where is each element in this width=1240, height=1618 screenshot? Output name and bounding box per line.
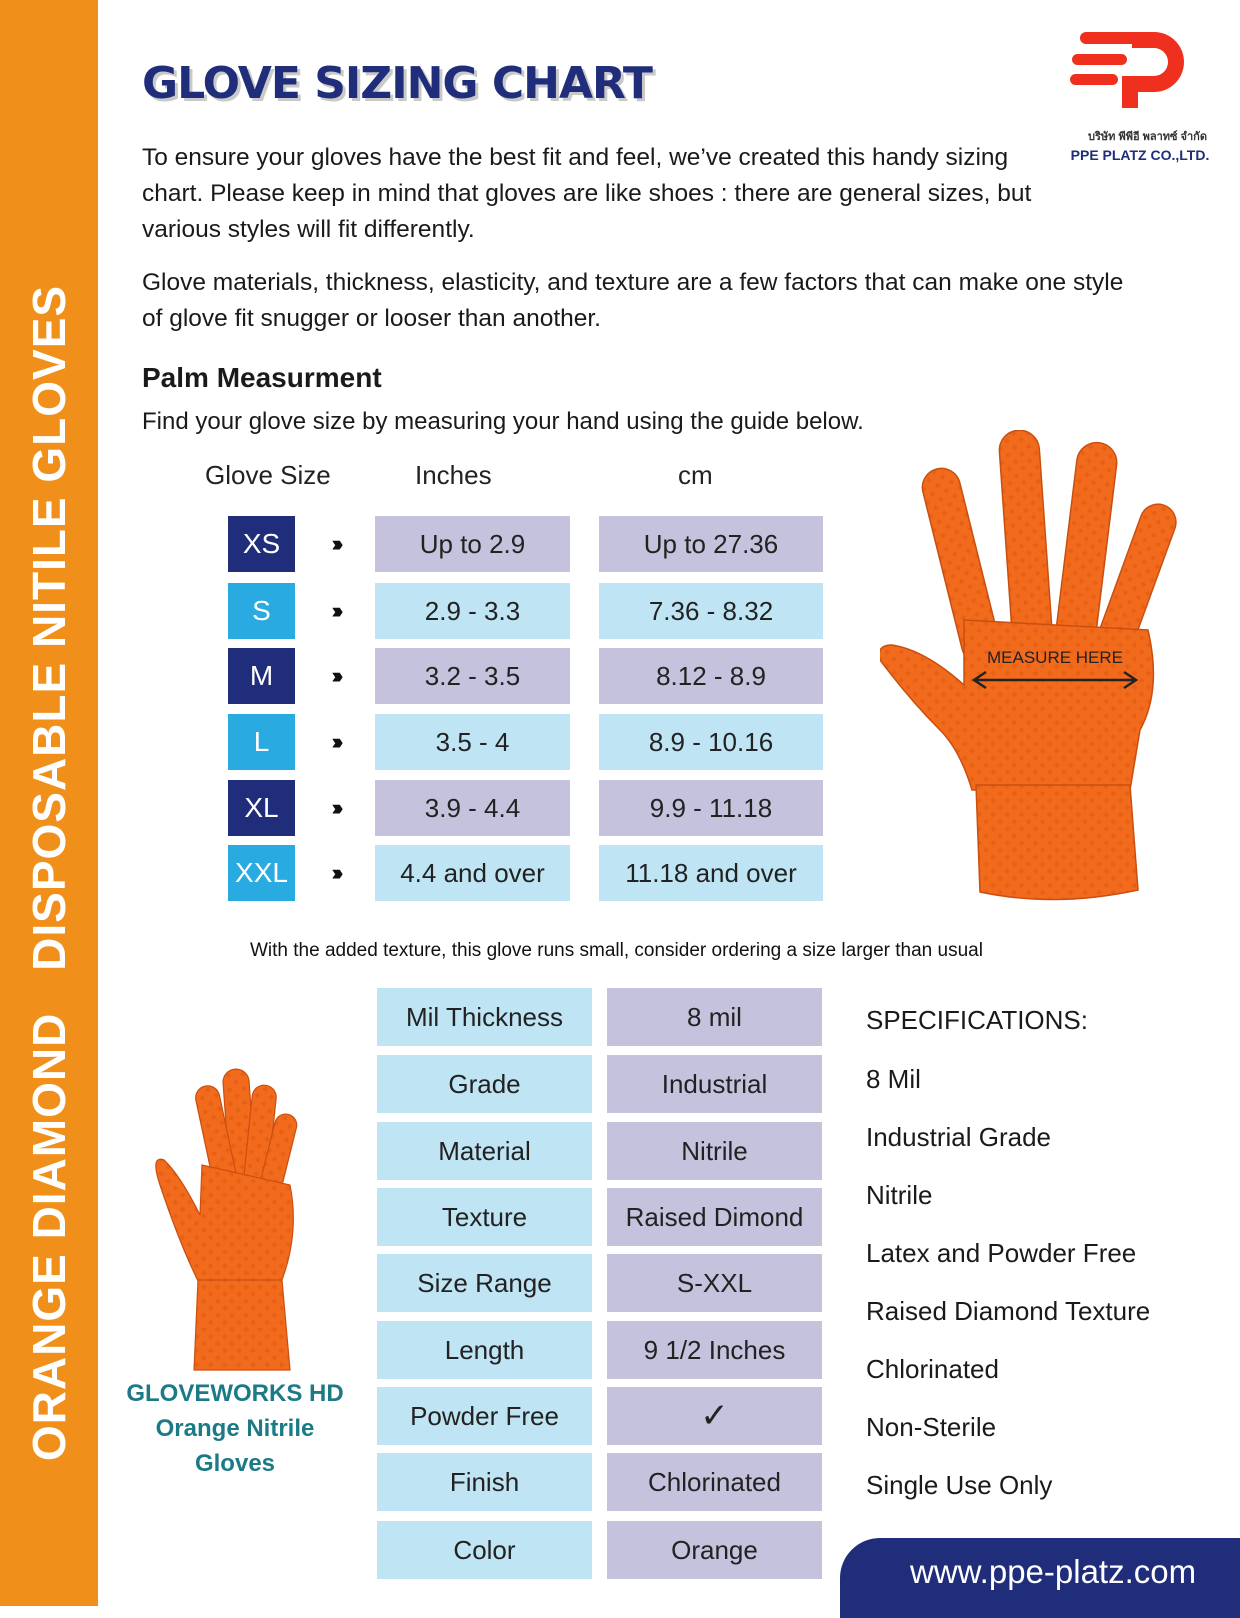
inches-cell: 4.4 and over: [375, 845, 570, 901]
specifications-title: SPECIFICATIONS:: [866, 1005, 1088, 1035]
cm-cell: 9.9 - 11.18: [599, 780, 823, 836]
spec-value: Raised Dimond: [607, 1188, 822, 1246]
palm-instructions: Find your glove size by measuring your hand using the guide below.: [142, 408, 864, 435]
intro-paragraph-1: To ensure your gloves have the best fit and feel, we’ve created this handy sizing chart. Please keep in mind that gloves are like shoes : there are general sizes, but various styles will fit differently.: [142, 144, 1032, 243]
spec-label: Material: [377, 1122, 592, 1180]
size-chip: M: [228, 648, 295, 704]
header-glove-size: Glove Size: [205, 460, 331, 490]
size-chip: S: [228, 583, 295, 639]
inches-cell: Up to 2.9: [375, 516, 570, 572]
cm-cell: 8.12 - 8.9: [599, 648, 823, 704]
spec-label: Texture: [377, 1188, 592, 1246]
website-link[interactable]: www.ppe-platz.com: [910, 1553, 1197, 1590]
spec-label: Finish: [377, 1453, 592, 1511]
arrows-icon: ›››: [331, 531, 339, 556]
check-icon: ✓: [607, 1387, 822, 1445]
sizing-note: With the added texture, this glove runs small, consider ordering a size larger than usual: [250, 940, 983, 961]
sidebar-line-1: ORANGE DIAMOND: [23, 1012, 75, 1462]
product-name: [110, 1376, 360, 1481]
spec-label: Size Range: [377, 1254, 592, 1312]
spec-list-item: Industrial Grade: [866, 1122, 1051, 1152]
spec-value: Industrial: [607, 1055, 822, 1113]
intro-paragraph-2: Glove materials, thickness, elasticity, and texture are a few factors that can make one style of glove fit snugger or looser than another.: [142, 269, 1124, 332]
spec-value: 9 1/2 Inches: [607, 1321, 822, 1379]
size-chip: L: [228, 714, 295, 770]
spec-value: Chlorinated: [607, 1453, 822, 1511]
cm-cell: 8.9 - 10.16: [599, 714, 823, 770]
spec-list-item: 8 Mil: [866, 1064, 921, 1094]
spec-value: 8 mil: [607, 988, 822, 1046]
palm-section-title: Palm Measurment: [142, 362, 382, 393]
product-name-line-1: GLOVEWORKS HD: [126, 1380, 344, 1407]
arrows-icon: ›››: [331, 663, 339, 688]
inches-cell: 3.2 - 3.5: [375, 648, 570, 704]
arrows-icon: ›››: [331, 795, 339, 820]
logo-thai-name: บริษัท พีพีอี พลาทซ์ จำกัด: [1088, 131, 1207, 143]
spec-label: Mil Thickness: [377, 988, 592, 1046]
inches-cell: 3.5 - 4: [375, 714, 570, 770]
product-name-line-2: Orange Nitrile: [155, 1415, 315, 1442]
spec-value: S-XXL: [607, 1254, 822, 1312]
measure-here-label: MEASURE HERE: [986, 648, 1124, 667]
spec-list-item: Raised Diamond Texture: [866, 1296, 1151, 1326]
spec-list-item: Chlorinated: [866, 1354, 999, 1384]
spec-value: Nitrile: [607, 1122, 822, 1180]
size-chip: XL: [228, 780, 295, 836]
cm-cell: 11.18 and over: [599, 845, 823, 901]
spec-value: Orange: [607, 1521, 822, 1579]
header-cm: cm: [678, 460, 713, 490]
glove-measure-illustration: [880, 430, 1210, 910]
arrows-icon: ›››: [331, 860, 339, 885]
header-inches: Inches: [415, 460, 492, 490]
logo-company-name: PPE PLATZ CO.,LTD.: [1070, 147, 1210, 163]
cm-cell: Up to 27.36: [599, 516, 823, 572]
cm-cell: 7.36 - 8.32: [599, 583, 823, 639]
spec-label: Length: [377, 1321, 592, 1379]
arrows-icon: ›››: [331, 598, 339, 623]
inches-cell: 3.9 - 4.4: [375, 780, 570, 836]
spec-list-item: Non-Sterile: [866, 1412, 997, 1442]
spec-list-item: Nitrile: [866, 1180, 933, 1210]
spec-list-item: Single Use Only: [866, 1470, 1053, 1500]
inches-cell: 2.9 - 3.3: [375, 583, 570, 639]
sidebar-title: [22, 271, 76, 1475]
spec-list-item: Latex and Powder Free: [866, 1238, 1137, 1268]
spec-label: Powder Free: [377, 1387, 592, 1445]
spec-label: Color: [377, 1521, 592, 1579]
sidebar-line-2: DISPOSABLE NITILE GLOVES: [23, 284, 75, 971]
arrows-icon: ›››: [331, 729, 339, 754]
page-title: GLOVE SIZING CHART: [142, 58, 652, 109]
size-chip: XS: [228, 516, 295, 572]
sidebar-band: [0, 0, 98, 1606]
glove-product-image: [140, 1065, 330, 1375]
spec-label: Grade: [377, 1055, 592, 1113]
product-name-line-3: Gloves: [194, 1450, 276, 1477]
size-chip: XXL: [228, 845, 295, 901]
